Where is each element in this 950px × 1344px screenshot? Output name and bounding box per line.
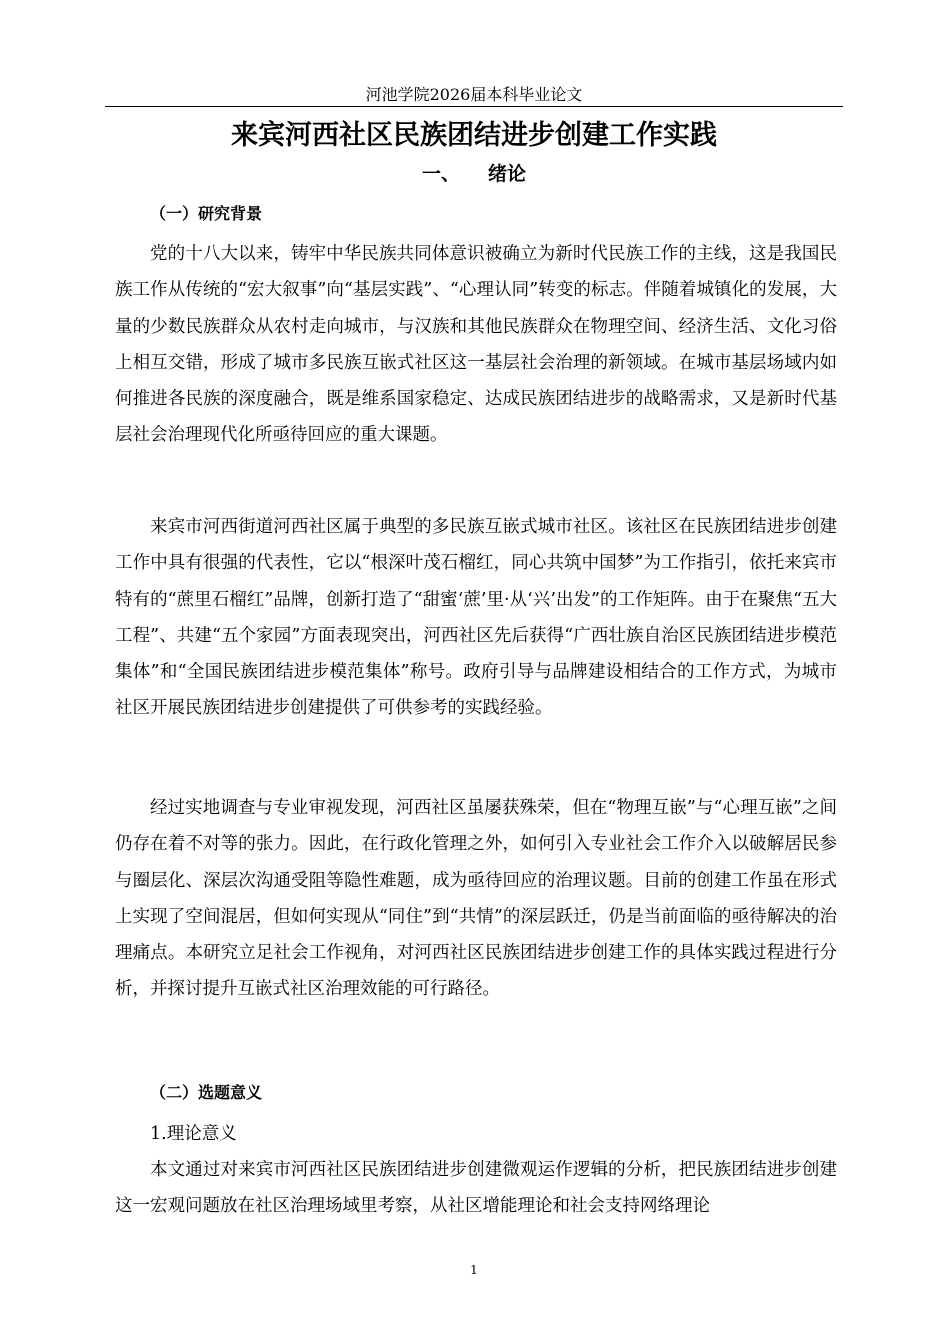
page-number: 1 bbox=[470, 1263, 478, 1277]
paragraph-background-2: 来宾市河西街道河西社区属于典型的多民族互嵌式城市社区。该社区在民族团结进步创建工作中具有很强的代表性，它以“根深叶茂石榴红，同心共筑中国梦”为工作指引，依托来宾市特有的“蔗里石榴红”品牌，创新打造了“甜蜜‘蔗’里·从‘兴’出发”的工作矩阵。由于在聚焦“五大工程”、共建“五个家园”方面表现突出，河西社区先后获得“广西壮族自治区民族团结进步模范集体”和“全国民族团结进步模范集体”称号。政府引导与品牌建设相结合的工作方式，为城市社区开展民族团结进步创建提供了可供参考的实践经验。 bbox=[115, 517, 837, 719]
paragraph-significance-1: 本文通过对来宾市河西社区民族团结进步创建微观运作逻辑的分析，把民族团结进步创建这一宏观问题放在社区治理场域里考察，从社区增能理论和社会支持网络理论 bbox=[115, 1160, 837, 1217]
chapter-title: 绪论 bbox=[488, 163, 527, 185]
subheading-theoretical-significance: 1.理论意义 bbox=[150, 1124, 237, 1144]
section-heading-significance: （二）选题意义 bbox=[150, 1083, 263, 1102]
running-header: 河池学院2026届本科毕业论文 bbox=[365, 85, 583, 104]
paragraph-background-1: 党的十八大以来，铸牢中华民族共同体意识被确立为新时代民族工作的主线，这是我国民族工作从传统的“宏大叙事”向“基层实践”、“心理认同”转变的标志。伴随着城镇化的发展，大量的少数民族群众从农村走向城市，与汉族和其他民族群众在物理空间、经济生活、文化习俗上相互交错，形成了城市多民族互嵌式社区这一基层社会治理的新领域。在城市基层场域内如何推进各民族的深度融合，既是维系国家稳定、达成民族团结进步的战略需求，又是新时代基层社会治理现代化所亟待回应的重大课题。 bbox=[115, 244, 837, 446]
chapter-number: 一、 bbox=[421, 163, 460, 185]
header-rule bbox=[105, 106, 843, 107]
document-title: 来宾河西社区民族团结进步创建工作实践 bbox=[231, 120, 717, 151]
paragraph-background-3: 经过实地调查与专业审视发现，河西社区虽屡获殊荣，但在“物理互嵌”与“心理互嵌”之间仍存在着不对等的张力。因此，在行政化管理之外，如何引入专业社会工作介入以破解居民参与圈层化、深层次沟通受阻等隐性难题，成为亟待回应的治理议题。目前的创建工作虽在形式上实现了空间混居，但如何实现从“同住”到“共情”的深层跃迁，仍是当前面临的亟待解决的治理痛点。本研究立足社会工作视角，对河西社区民族团结进步创建工作的具体实践过程进行分析，并探讨提升互嵌式社区治理效能的可行路径。 bbox=[115, 798, 837, 1000]
section-heading-background: （一）研究背景 bbox=[150, 204, 263, 223]
chapter-heading bbox=[105, 159, 843, 189]
